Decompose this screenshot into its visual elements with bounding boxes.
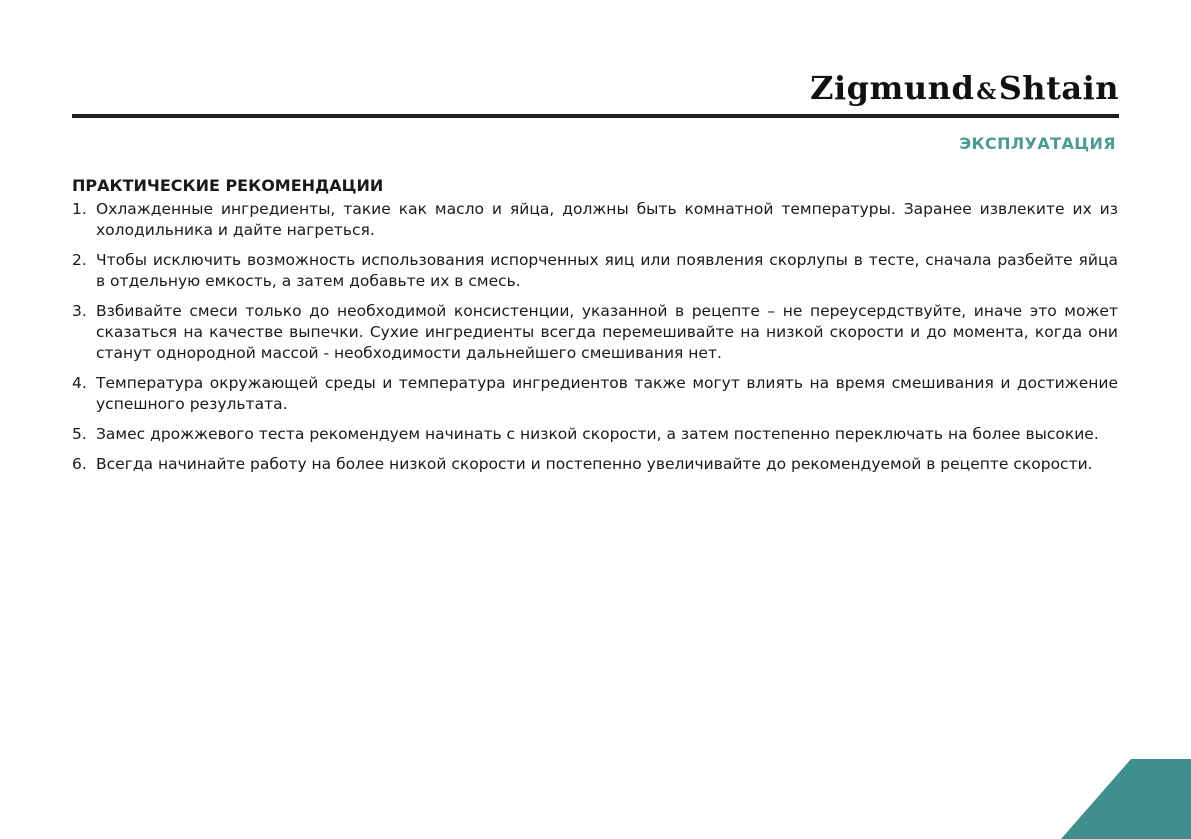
list-item [72, 301, 1118, 364]
page-heading: ПРАКТИЧЕСКИЕ РЕКОМЕНДАЦИИ [72, 176, 384, 195]
item-number: 1. [72, 200, 87, 218]
item-text: Чтобы исключить возможность использования испорченных яиц или появления скорлупы в тесте, сначала разбейте яйца в отдельную емкость, а затем добавьте их в смесь. [96, 251, 1118, 290]
list-item [72, 250, 1118, 292]
recommendations-list [72, 199, 1118, 475]
recommendations-section [72, 175, 1118, 484]
item-text: Замес дрожжевого теста рекомендуем начинать с низкой скорости, а затем постепенно переключать на более высокие. [96, 425, 1099, 443]
item-text: Охлажденные ингредиенты, такие как масло и яйца, должны быть комнатной температуры. Заранее извлеките их из холодильника и дайте нагреться. [96, 200, 1118, 239]
brand-logo [810, 66, 1119, 114]
section-label: ЭКСПЛУАТАЦИЯ [959, 134, 1116, 153]
item-text: Взбивайте смеси только до необходимой консистенции, указанной в рецепте – не переусердствуйте, иначе это может сказаться на качестве выпечки. Сухие ингредиенты всегда перемешивайте на низкой скорости и до момента, когда они станут однородной массой - необходимости дальнейшего смешивания нет. [96, 302, 1118, 362]
corner-polygon [1061, 759, 1191, 839]
item-number: 5. [72, 425, 87, 443]
brand-name-right: Shtain [998, 69, 1119, 107]
item-number: 3. [72, 302, 87, 320]
list-item [72, 454, 1118, 475]
brand-ampersand: & [976, 79, 997, 105]
item-text: Всегда начинайте работу на более низкой скорости и постепенно увеличивайте до рекомендуемой в рецепте скорости. [96, 455, 1093, 473]
item-text: Температура окружающей среды и температура ингредиентов также могут влиять на время смешивания и достижение успешного результата. [96, 374, 1118, 413]
item-number: 6. [72, 455, 87, 473]
item-number: 4. [72, 374, 87, 392]
brand-name-left: Zigmund [810, 69, 975, 107]
list-item [72, 424, 1118, 445]
item-number: 2. [72, 251, 87, 269]
list-item [72, 373, 1118, 415]
corner-accent-shape [1041, 759, 1191, 839]
header-divider [72, 114, 1119, 118]
list-item [72, 199, 1118, 241]
